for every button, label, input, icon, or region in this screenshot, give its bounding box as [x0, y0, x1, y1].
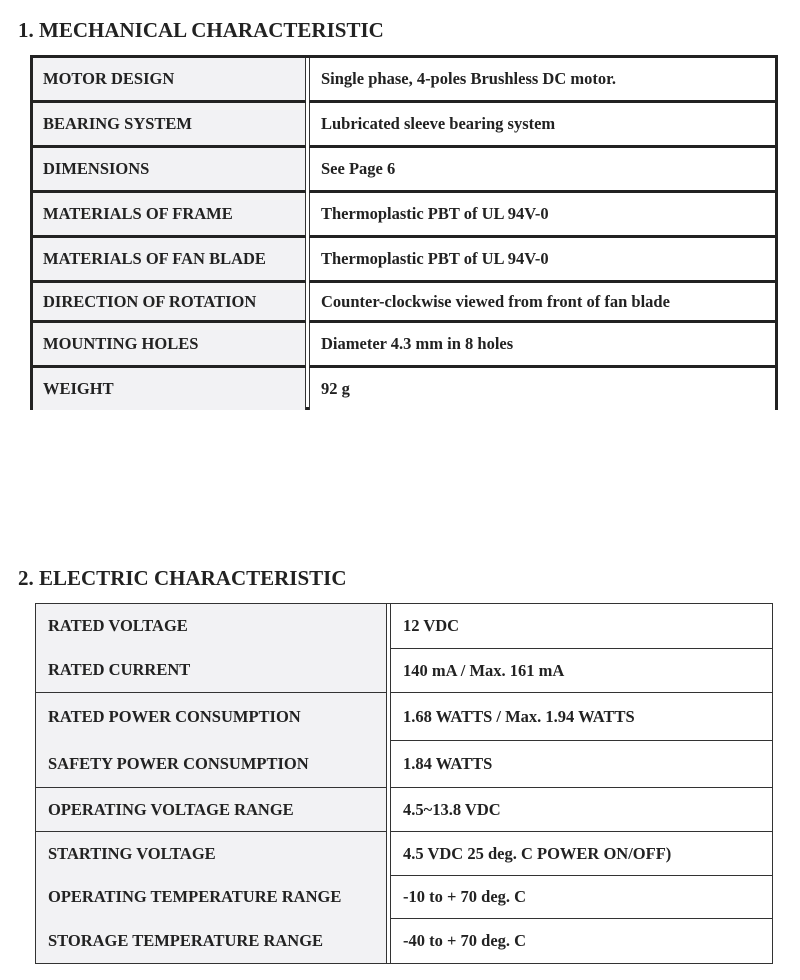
row-value: Thermoplastic PBT of UL 94V-0: [309, 238, 775, 283]
row-value: Thermoplastic PBT of UL 94V-0: [309, 193, 775, 238]
mechanical-table: [30, 55, 778, 410]
row-label: MATERIALS OF FRAME: [33, 193, 306, 238]
row-label: DIMENSIONS: [33, 148, 306, 193]
row-label: DIRECTION OF ROTATION: [33, 283, 306, 323]
row-value: See Page 6: [309, 148, 775, 193]
row-value: 1.84 WATTS: [390, 741, 772, 788]
row-label: MATERIALS OF FAN BLADE: [33, 238, 306, 283]
row-value: -40 to + 70 deg. C: [390, 919, 772, 963]
row-label: RATED POWER CONSUMPTION: [48, 706, 301, 726]
row-label: RATED VOLTAGE: [48, 616, 188, 635]
row-label: RATED CURRENT: [48, 660, 191, 679]
row-label-group: [36, 832, 387, 963]
row-label-group: [36, 604, 387, 693]
row-label: MOUNTING HOLES: [33, 323, 306, 368]
row-label: MOTOR DESIGN: [33, 58, 306, 103]
row-label: OPERATING TEMPERATURE RANGE: [48, 887, 342, 907]
row-value: Lubricated sleeve bearing system: [309, 103, 775, 148]
row-value: Counter-clockwise viewed from front of fan blade: [309, 283, 775, 323]
row-value: 140 mA / Max. 161 mA: [390, 649, 772, 693]
row-value: 12 VDC: [390, 604, 772, 649]
row-label: STARTING VOLTAGE: [48, 843, 216, 863]
section-title-mechanical: 1. MECHANICAL CHARACTERISTIC: [18, 18, 384, 42]
row-value: 4.5~13.8 VDC: [390, 788, 772, 832]
row-value: Single phase, 4-poles Brushless DC motor.: [309, 58, 775, 103]
row-label: WEIGHT: [33, 368, 306, 410]
section-title-electric: 2. ELECTRIC CHARACTERISTIC: [18, 566, 347, 590]
row-label-group: [36, 693, 387, 788]
row-label-group: [36, 788, 387, 832]
row-label: SAFETY POWER CONSUMPTION: [48, 753, 309, 773]
row-value: 1.68 WATTS / Max. 1.94 WATTS: [390, 693, 772, 741]
row-label: STORAGE TEMPERATURE RANGE: [48, 931, 324, 951]
row-label: BEARING SYSTEM: [33, 103, 306, 148]
row-value: 4.5 VDC 25 deg. C POWER ON/OFF): [390, 832, 772, 876]
row-value: 92 g: [309, 368, 775, 410]
row-value: -10 to + 70 deg. C: [390, 876, 772, 919]
row-label: OPERATING VOLTAGE RANGE: [48, 799, 294, 819]
electric-table: [35, 603, 773, 964]
row-value: Diameter 4.3 mm in 8 holes: [309, 323, 775, 368]
